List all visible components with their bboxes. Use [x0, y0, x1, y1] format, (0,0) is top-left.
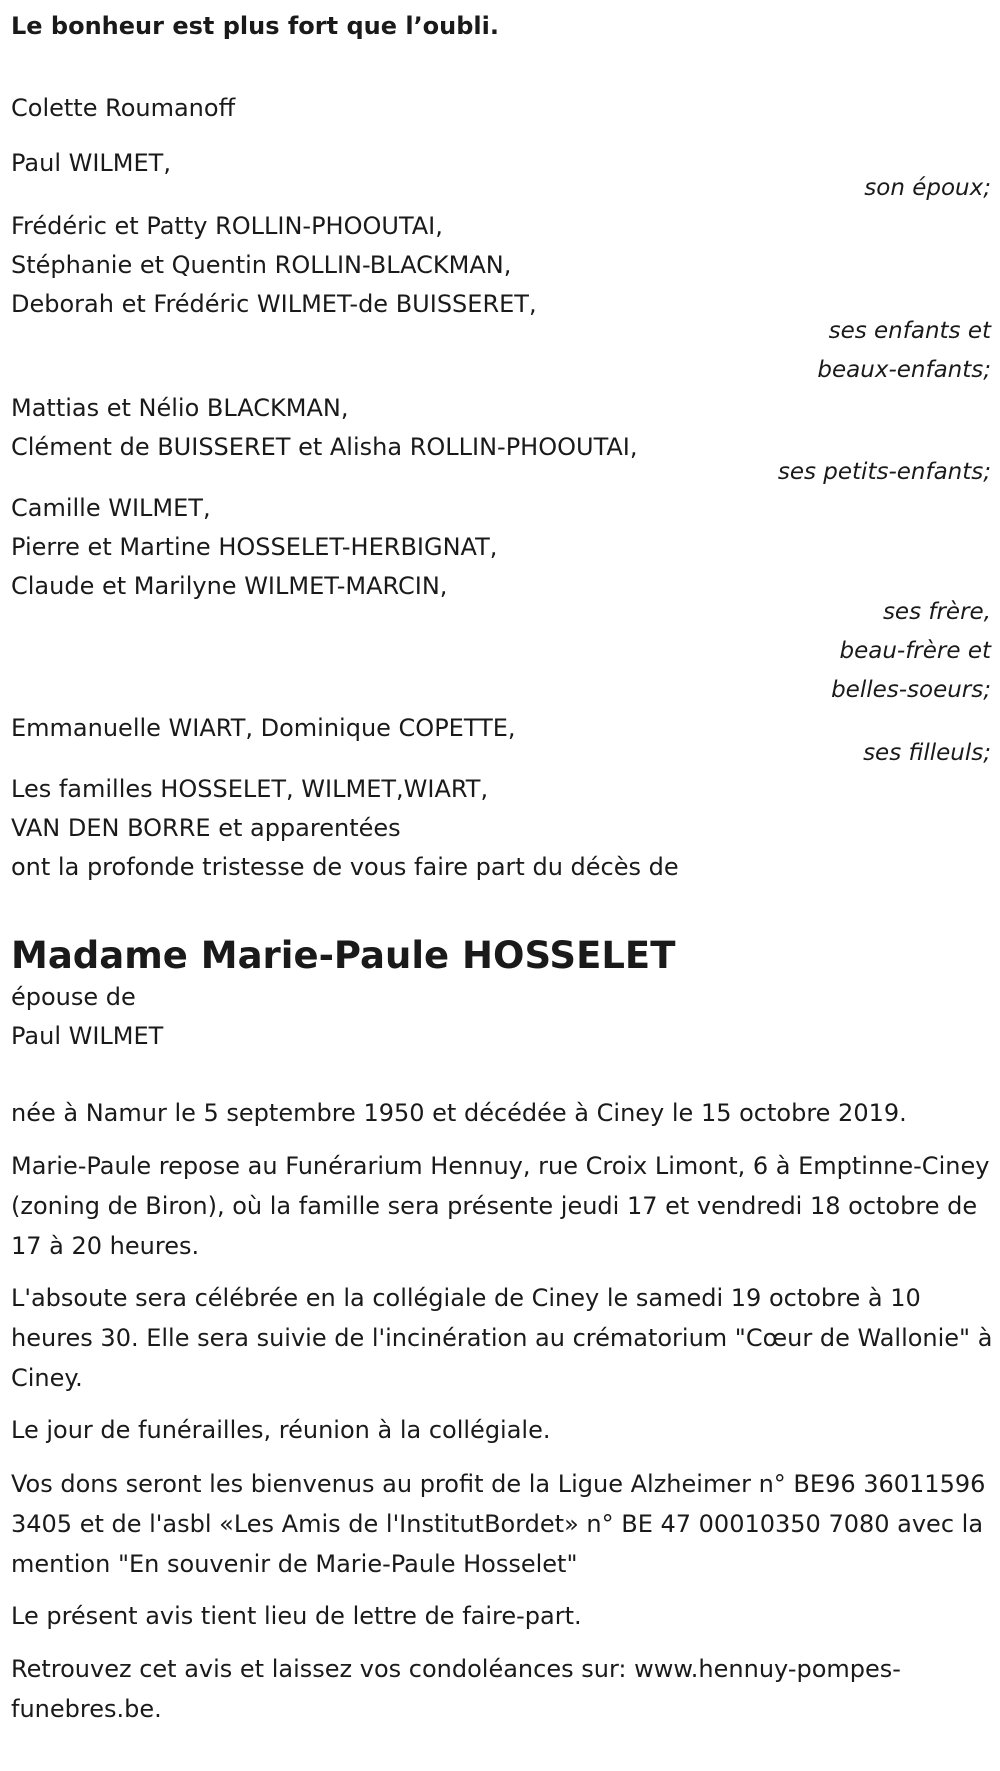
birth-death-paragraph: née à Namur le 5 septembre 1950 et décédée à Ciney le 15 octobre 2019.: [11, 1099, 907, 1127]
deceased-spouse-name: Paul WILMET: [11, 1022, 164, 1050]
condolences-paragraph: Retrouvez cet avis et laissez vos condoléances sur: www.hennuy-pompes-funebres.be.: [11, 1655, 901, 1723]
families-line-2: VAN DEN BORRE et apparentées: [11, 814, 401, 842]
meeting-paragraph: Le jour de funérailles, réunion à la collégiale.: [11, 1416, 551, 1444]
notice-paragraph: Le présent avis tient lieu de lettre de faire-part.: [11, 1602, 582, 1630]
ceremony-paragraph: L'absoute sera célébrée en la collégiale de Ciney le samedi 19 octobre à 10 heures 30. Elle sera suivie de l'incinération au crématorium "Cœur de Wallonie" à Ciney.: [11, 1284, 993, 1392]
children-relation-2: beaux-enfants;: [817, 357, 991, 383]
grandchildren-line-2: Clément de BUISSERET et Alisha ROLLIN-PHOOUTAI,: [11, 433, 638, 461]
families-line-3: ont la profonde tristesse de vous faire part du décès de: [11, 853, 679, 881]
deceased-name: Madame Marie-Paule HOSSELET: [11, 934, 676, 977]
children-line-1: Frédéric et Patty ROLLIN-PHOOUTAI,: [11, 212, 443, 240]
siblings-line-1: Camille WILMET,: [11, 494, 211, 522]
children-line-2: Stéphanie et Quentin ROLLIN-BLACKMAN,: [11, 251, 512, 279]
grandchildren-relation: ses petits-enfants;: [777, 459, 991, 485]
siblings-relation-1: ses frère,: [882, 599, 991, 625]
siblings-relation-2: beau-frère et: [839, 638, 991, 664]
donations-paragraph: Vos dons seront les bienvenus au profit de la Ligue Alzheimer n° BE96 36011596 3405 et de l'asbl «Les Amis de l'InstitutBordet» n° BE 47 00010350 7080 avec la mention "En souvenir de Marie-Paule Hosselet": [11, 1470, 986, 1578]
deceased-spouse-label: épouse de: [11, 983, 136, 1011]
funeral-home-paragraph: Marie-Paule repose au Funérarium Hennuy, rue Croix Limont, 6 à Emptinne-Ciney (zoning de Biron), où la famille sera présente jeudi 17 et vendredi 18 octobre de 17 à 20 heures.: [11, 1152, 990, 1260]
godchildren-relation: ses filleuls;: [863, 740, 991, 766]
godchildren-line: Emmanuelle WIART, Dominique COPETTE,: [11, 714, 516, 742]
children-relation-1: ses enfants et: [828, 318, 991, 344]
family-member-colette: Colette Roumanoff: [11, 94, 236, 122]
families-line-1: Les familles HOSSELET, WILMET,WIART,: [11, 775, 489, 803]
siblings-relation-3: belles-soeurs;: [831, 677, 991, 703]
children-line-3: Deborah et Frédéric WILMET-de BUISSERET,: [11, 290, 537, 318]
motto: Le bonheur est plus fort que l’oubli.: [11, 12, 500, 40]
spouse-line: Paul WILMET,: [11, 149, 171, 177]
siblings-line-3: Claude et Marilyne WILMET-MARCIN,: [11, 572, 448, 600]
siblings-line-2: Pierre et Martine HOSSELET-HERBIGNAT,: [11, 533, 498, 561]
spouse-relation: son époux;: [864, 175, 991, 201]
grandchildren-line-1: Mattias et Nélio BLACKMAN,: [11, 394, 349, 422]
